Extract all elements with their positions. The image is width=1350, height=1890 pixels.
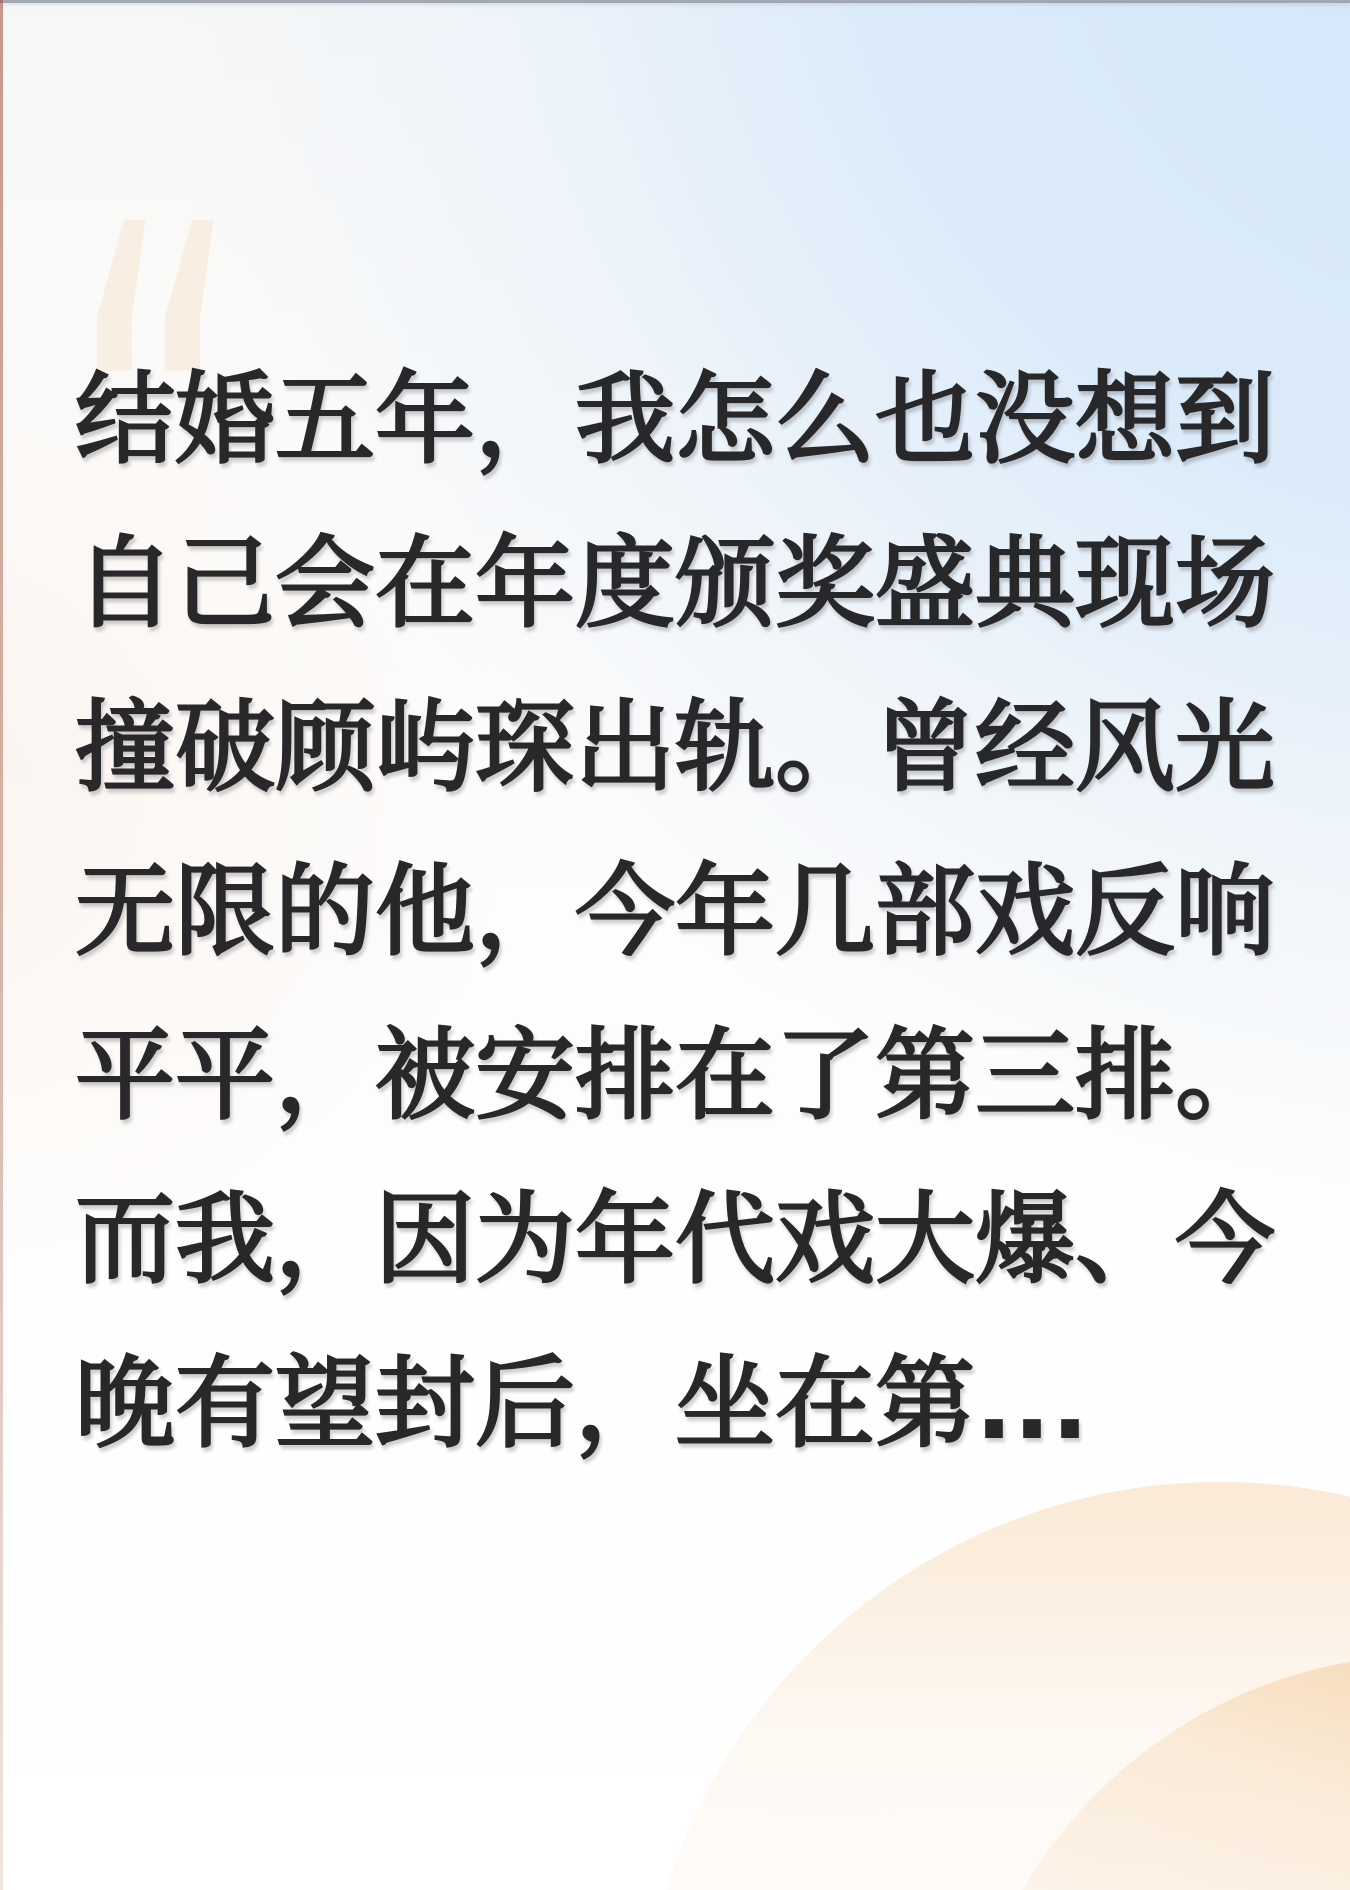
story-line: 而我，因为年代戏大爆、今 bbox=[75, 1181, 1275, 1298]
story-line: 无限的他，今年几部戏反响 bbox=[75, 853, 1275, 970]
top-edge-line bbox=[0, 0, 1350, 3]
story-line: 平平，被安排在了第三排。 bbox=[75, 1017, 1275, 1134]
story-line: 自己会在年度颁奖盛典现场 bbox=[75, 525, 1275, 642]
story-line: 撞破顾屿琛出轨。曾经风光 bbox=[75, 689, 1275, 806]
left-edge-line bbox=[0, 0, 3, 1890]
story-line: 晚有望封后，坐在第... bbox=[75, 1345, 1089, 1462]
story-line: 结婚五年，我怎么也没想到 bbox=[75, 361, 1275, 478]
story-text bbox=[75, 338, 1275, 1486]
quote-mark-icon: “ bbox=[68, 95, 245, 828]
